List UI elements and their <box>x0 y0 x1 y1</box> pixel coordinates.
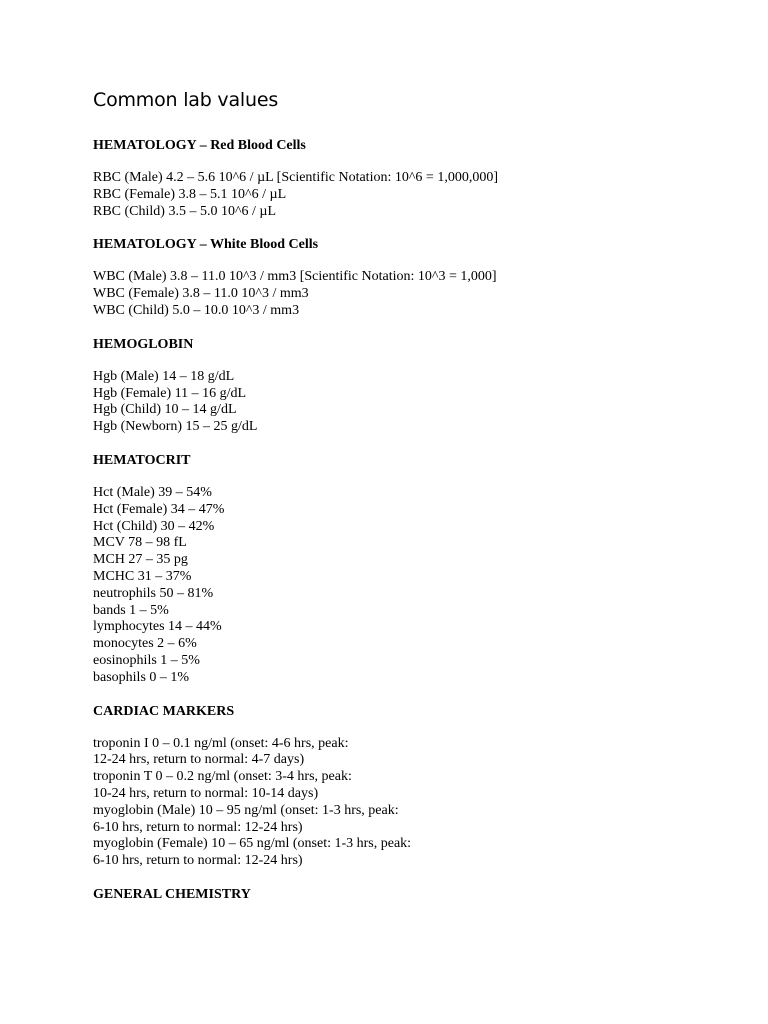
lab-value-line: Hct (Male) 39 – 54% <box>93 484 212 500</box>
section <box>93 137 733 220</box>
page-title: Common lab values <box>93 89 279 111</box>
lab-value-list <box>93 736 733 870</box>
lab-value-line: RBC (Child) 3.5 – 5.0 10^6 / µL <box>93 203 277 219</box>
section-heading: HEMOGLOBIN <box>93 336 194 352</box>
lab-value-line: basophils 0 – 1% <box>93 669 190 685</box>
lab-value-line: 6-10 hrs, return to normal: 12-24 hrs) <box>93 819 303 835</box>
lab-value-list <box>93 170 733 220</box>
lab-value-line: MCV 78 – 98 fL <box>93 535 187 551</box>
lab-value-line: Hct (Female) 34 – 47% <box>93 501 225 517</box>
lab-value-line: WBC (Child) 5.0 – 10.0 10^3 / mm3 <box>93 302 300 318</box>
lab-value-line: bands 1 – 5% <box>93 602 169 618</box>
lab-value-line: troponin I 0 – 0.1 ng/ml (onset: 4-6 hrs, peak: <box>93 735 349 751</box>
lab-value-line: troponin T 0 – 0.2 ng/ml (onset: 3-4 hrs, peak: <box>93 769 352 785</box>
lab-value-line: myoglobin (Female) 10 – 65 ng/ml (onset: 1-3 hrs, peak: <box>93 836 412 852</box>
lab-value-line: 10-24 hrs, return to normal: 10-14 days) <box>93 785 319 801</box>
lab-value-line: monocytes 2 – 6% <box>93 636 197 652</box>
lab-value-line: RBC (Male) 4.2 – 5.6 10^6 / µL [Scientific Notation: 10^6 = 1,000,000] <box>93 170 498 185</box>
section <box>93 336 733 436</box>
lab-value-line: WBC (Male) 3.8 – 11.0 10^3 / mm3 [Scientific Notation: 10^3 = 1,000] <box>93 269 497 285</box>
section <box>93 236 733 319</box>
lab-value-line: neutrophils 50 – 81% <box>93 585 214 601</box>
lab-value-line: lymphocytes 14 – 44% <box>93 619 222 635</box>
lab-value-line: 6-10 hrs, return to normal: 12-24 hrs) <box>93 853 303 869</box>
lab-value-line: WBC (Female) 3.8 – 11.0 10^3 / mm3 <box>93 286 309 302</box>
lab-value-line: myoglobin (Male) 10 – 95 ng/ml (onset: 1-3 hrs, peak: <box>93 802 399 818</box>
lab-value-line: 12-24 hrs, return to normal: 4-7 days) <box>93 752 305 768</box>
lab-value-line: eosinophils 1 – 5% <box>93 652 200 668</box>
section <box>93 452 733 687</box>
section <box>93 886 733 903</box>
lab-value-list <box>93 485 733 687</box>
section-heading: HEMATOLOGY – Red Blood Cells <box>93 138 306 153</box>
lab-value-line: MCH 27 – 35 pg <box>93 552 188 568</box>
section-heading: GENERAL CHEMISTRY <box>93 886 251 902</box>
lab-value-line: MCHC 31 – 37% <box>93 568 192 584</box>
lab-value-line: Hct (Child) 30 – 42% <box>93 518 215 534</box>
lab-value-line: Hgb (Child) 10 – 14 g/dL <box>93 402 237 418</box>
section <box>93 703 733 870</box>
lab-value-line: Hgb (Male) 14 – 18 g/dL <box>93 368 235 384</box>
lab-value-line: Hgb (Newborn) 15 – 25 g/dL <box>93 419 258 435</box>
lab-value-list <box>93 369 733 436</box>
section-heading: HEMATOLOGY – White Blood Cells <box>93 237 319 253</box>
sections-container <box>93 137 733 903</box>
lab-value-list <box>93 269 733 319</box>
section-heading: HEMATOCRIT <box>93 452 191 468</box>
lab-value-line: RBC (Female) 3.8 – 5.1 10^6 / µL <box>93 186 287 202</box>
document-page <box>93 86 733 919</box>
lab-value-line: Hgb (Female) 11 – 16 g/dL <box>93 385 247 401</box>
section-heading: CARDIAC MARKERS <box>93 703 235 719</box>
